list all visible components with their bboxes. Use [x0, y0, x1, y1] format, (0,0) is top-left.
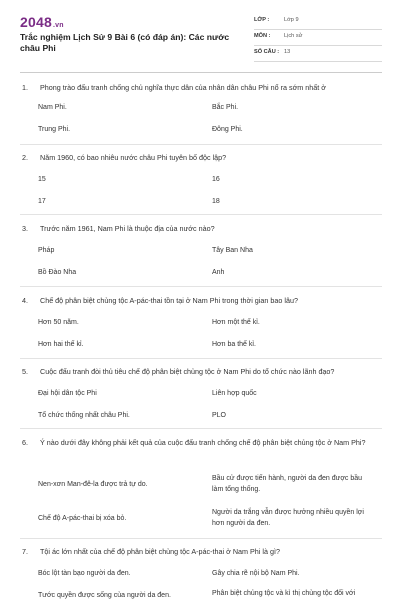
option-a[interactable]: 15: [38, 176, 46, 183]
meta-key: LỚP :: [254, 17, 270, 23]
question-number: 2.: [22, 153, 28, 162]
option-d[interactable]: Phân biệt chủng tộc và kì thị chủng tộc đối với: [212, 590, 356, 597]
meta-value: 13: [284, 49, 291, 55]
question-body: Ý nào dưới đây không phải kết quả của cuộc đấu tranh chống chế độ phân biệt chủng tộc ở Nam Phi?: [40, 438, 366, 447]
question-number: 4.: [22, 296, 28, 305]
question-body: Tội ác lớn nhất của chế độ phân biệt chủng tộc A-pác-thai ở Nam Phi là gì?: [40, 547, 280, 556]
question-number: 5.: [22, 367, 28, 376]
option-a[interactable]: Nam Phi.: [38, 104, 67, 111]
option-b[interactable]: Gây chia rẽ nội bộ Nam Phi.: [212, 570, 300, 577]
meta-key: SỐ CÂU :: [254, 49, 280, 55]
option-d[interactable]: Anh: [212, 269, 225, 276]
option-a[interactable]: Nen-xơn Man-đê-la được trả tự do.: [38, 481, 148, 488]
option-d[interactable]: Đông Phi.: [212, 126, 243, 133]
question-number: 7.: [22, 547, 28, 556]
question-body: Cuộc đấu tranh đòi thủ tiêu chế độ phân biệt chủng tộc ở Nam Phi do tổ chức nào lãnh đạo?: [40, 367, 335, 376]
meta-value: Lịch sử: [284, 33, 303, 39]
option-c[interactable]: Tổ chức thống nhất châu Phi.: [38, 412, 130, 419]
option-b[interactable]: Liên hợp quốc: [212, 390, 257, 397]
option-c[interactable]: Trung Phi.: [38, 126, 71, 133]
option-c[interactable]: Hơn hai thế kỉ.: [38, 341, 84, 348]
question-divider: [20, 538, 382, 539]
option-b[interactable]: 16: [212, 176, 220, 183]
question-divider: [20, 286, 382, 287]
question-body: Phong trào đấu tranh chống chủ nghĩa thực dân của nhân dân châu Phi nổ ra sớm nhất ở: [40, 83, 326, 92]
option-a[interactable]: Bóc lột tàn bạo người da đen.: [38, 570, 131, 577]
option-b[interactable]: Hơn một thế kỉ.: [212, 319, 260, 326]
option-a[interactable]: Đại hội dân tộc Phi: [38, 390, 97, 397]
question-body: Năm 1960, có bao nhiêu nước châu Phi tuyên bố độc lập?: [40, 153, 227, 162]
document-title: Trắc nghiệm Lịch Sử 9 Bài 6 (có đáp án): Các nước châu Phi: [20, 32, 230, 53]
question-divider: [20, 214, 382, 215]
option-d[interactable]: 18: [212, 198, 220, 205]
logo-suffix: .vn: [52, 22, 64, 29]
question-body: Trước năm 1961, Nam Phi là thuộc địa của nước nào?: [40, 224, 215, 233]
question-number: 6.: [22, 438, 28, 447]
option-b[interactable]: Bầu cử được tiến hành, người da đen được bầu làm tổng thống.: [212, 475, 363, 493]
option-d[interactable]: Người da trắng vẫn được hưởng nhiều quyền lợi hơn người da đen.: [212, 509, 364, 527]
option-b[interactable]: Bắc Phi.: [212, 104, 239, 111]
meta-key: MÔN :: [254, 33, 271, 39]
logo-main: 2048: [20, 14, 52, 30]
option-c[interactable]: Bồ Đào Nha: [38, 269, 77, 276]
meta-value: Lớp 9: [284, 17, 299, 23]
option-c[interactable]: 17: [38, 198, 46, 205]
option-a[interactable]: Pháp: [38, 247, 55, 254]
question-body: Chế độ phân biệt chủng tộc A-pác-thai tồn tại ở Nam Phi trong thời gian bao lâu?: [40, 296, 298, 305]
question-divider: [20, 428, 382, 429]
question-number: 1.: [22, 83, 28, 92]
question-divider: [20, 144, 382, 145]
option-c[interactable]: Tước quyền được sống của người da đen.: [38, 592, 171, 599]
question-number: 3.: [22, 224, 28, 233]
option-b[interactable]: Tây Ban Nha: [212, 247, 253, 254]
option-d[interactable]: Hơn ba thế kỉ.: [212, 341, 256, 348]
option-c[interactable]: Chế độ A-pác-thai bị xóa bỏ.: [38, 515, 127, 522]
question-divider: [20, 358, 382, 359]
option-a[interactable]: Hơn 50 năm.: [38, 319, 79, 326]
option-d[interactable]: PLO: [212, 412, 227, 419]
